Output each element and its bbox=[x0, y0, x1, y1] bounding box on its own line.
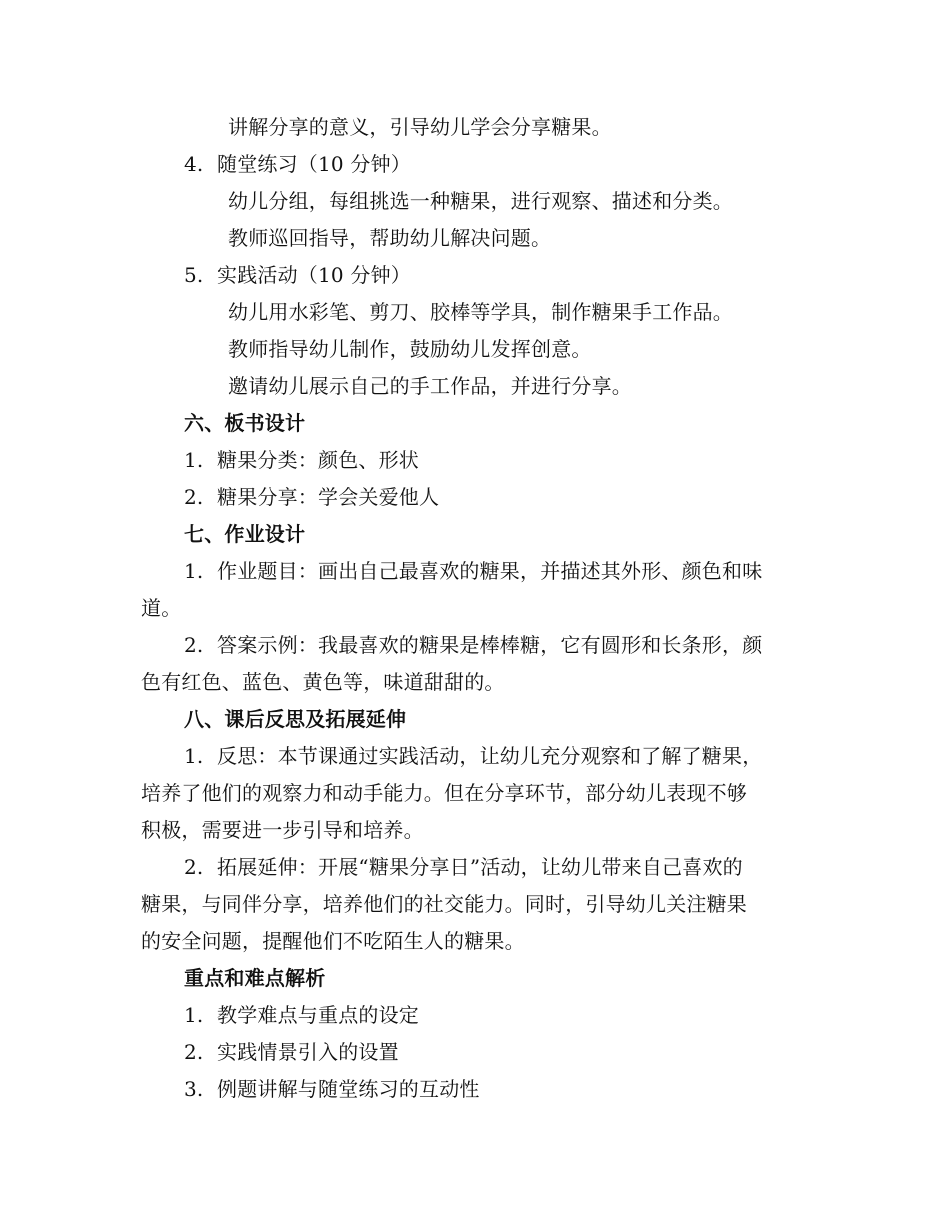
step-4-line-2: 教师巡回指导，帮助幼儿解决问题。 bbox=[228, 226, 552, 250]
key-points-heading: 重点和难点解析 bbox=[184, 966, 326, 990]
section-7-item-2-line-2: 色有红色、蓝色、黄色等，味道甜甜的。 bbox=[141, 670, 505, 694]
step-4-title bbox=[184, 151, 411, 177]
step-5-line-1: 幼儿用水彩笔、剪刀、胶棒等学具，制作糖果手工作品。 bbox=[228, 300, 733, 324]
section-7-item-1-line-1 bbox=[184, 558, 762, 584]
key-points-item-3-text: 例题讲解与随堂练习的互动性 bbox=[217, 1077, 480, 1101]
step-5-line-3: 邀请幼儿展示自己的手工作品，并进行分享。 bbox=[228, 374, 632, 398]
section-6-heading: 六、板书设计 bbox=[184, 411, 306, 435]
section-8-item-1-text: 反思：本节课通过实践活动，让幼儿充分观察和了解了糖果， bbox=[217, 744, 763, 768]
step-5-title bbox=[184, 262, 411, 288]
section-7-item-1-text: 作业题目：画出自己最喜欢的糖果，并描述其外形、颜色和味 bbox=[217, 559, 763, 583]
section-7-item-1-line-2: 道。 bbox=[141, 596, 182, 620]
key-points-item-1-text: 教学难点与重点的设定 bbox=[217, 1003, 419, 1027]
step-5-title-text: 实践活动（10 分钟） bbox=[217, 263, 412, 287]
section-8-item-2-number: 2. bbox=[184, 855, 204, 879]
key-points-item-3 bbox=[184, 1076, 480, 1102]
key-points-item-2-text: 实践情景引入的设置 bbox=[217, 1040, 399, 1064]
section-6-item-1-text: 糖果分类：颜色、形状 bbox=[217, 448, 419, 472]
section-7-item-2-number: 2. bbox=[184, 633, 204, 657]
section-8-item-2-line-2: 糖果，与同伴分享，培养他们的社交能力。同时，引导幼儿关注糖果 bbox=[141, 892, 747, 916]
section-7-heading: 七、作业设计 bbox=[184, 522, 306, 546]
step-5-number: 5. bbox=[184, 263, 204, 287]
key-points-item-1 bbox=[184, 1002, 419, 1028]
section-8-item-2-text: 拓展延伸：开展“糖果分享日”活动，让幼儿带来自己喜欢的 bbox=[217, 855, 743, 879]
section-8-item-1-line-3: 积极，需要进一步引导和培养。 bbox=[141, 818, 424, 842]
section-6-item-1-number: 1. bbox=[184, 448, 204, 472]
section-6-item-1 bbox=[184, 447, 419, 473]
section-6-item-2-text: 糖果分享：学会关爱他人 bbox=[217, 485, 440, 509]
step-4-title-text: 随堂练习（10 分钟） bbox=[217, 152, 412, 176]
section-8-item-1-line-2: 培养了他们的观察力和动手能力。但在分享环节，部分幼儿表现不够 bbox=[141, 781, 747, 805]
key-points-item-1-number: 1. bbox=[184, 1003, 204, 1027]
section-8-item-1-line-1 bbox=[184, 743, 762, 769]
section-7-item-2-text: 答案示例：我最喜欢的糖果是棒棒糖，它有圆形和长条形，颜 bbox=[217, 633, 763, 657]
key-points-item-2-number: 2. bbox=[184, 1040, 204, 1064]
section-8-item-2-line-3: 的安全问题，提醒他们不吃陌生人的糖果。 bbox=[141, 929, 525, 953]
step-4-number: 4. bbox=[184, 152, 204, 176]
section-7-item-1-number: 1. bbox=[184, 559, 204, 583]
section-6-item-2-number: 2. bbox=[184, 485, 204, 509]
key-points-item-2 bbox=[184, 1039, 399, 1065]
section-8-item-1-number: 1. bbox=[184, 744, 204, 768]
key-points-item-3-number: 3. bbox=[184, 1077, 204, 1101]
section-7-item-2-line-1 bbox=[184, 632, 762, 658]
section-8-item-2-line-1 bbox=[184, 854, 743, 880]
text-explain-sharing: 讲解分享的意义，引导幼儿学会分享糖果。 bbox=[228, 115, 612, 139]
step-5-line-2: 教师指导幼儿制作，鼓励幼儿发挥创意。 bbox=[228, 337, 592, 361]
section-8-heading: 八、课后反思及拓展延伸 bbox=[184, 707, 407, 731]
section-6-item-2 bbox=[184, 484, 439, 510]
step-4-line-1: 幼儿分组，每组挑选一种糖果，进行观察、描述和分类。 bbox=[228, 189, 733, 213]
